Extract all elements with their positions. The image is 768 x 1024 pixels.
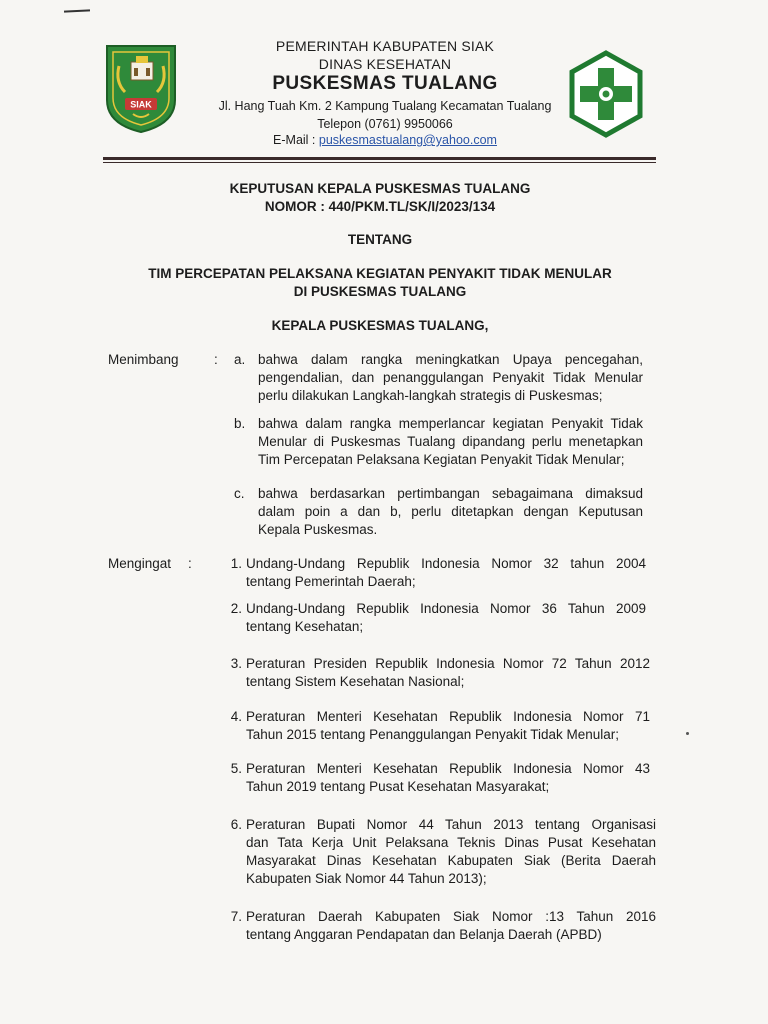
siak-emblem-logo bbox=[103, 42, 179, 134]
item-marker: c. bbox=[234, 486, 245, 501]
mengingat-item-7 bbox=[246, 908, 656, 944]
item-number: 3. bbox=[230, 656, 242, 671]
menimbang-item-a bbox=[258, 351, 643, 405]
siak-emblem-text: SIAK bbox=[130, 99, 152, 110]
text-line: dan Tata Kerja Unit Pelaksana Teknis Dinas Pusat Kesehatan bbox=[246, 835, 656, 850]
text-line: bahwa berdasarkan pertimbangan sebagaimana dimaksud bbox=[258, 486, 643, 501]
text-line: Tahun 2019 tentang Pusat Kesehatan Masyarakat; bbox=[246, 779, 550, 794]
letterhead-rule-thin bbox=[103, 162, 656, 163]
decree-number: NOMOR : 440/PKM.TL/SK/I/2023/134 bbox=[264, 199, 496, 214]
text-line: Peraturan Menteri Kesehatan Republik Indonesia Nomor 71 bbox=[246, 709, 650, 724]
text-line: tentang Kesehatan; bbox=[246, 619, 364, 634]
text-line: Peraturan Daerah Kabupaten Siak Nomor :13 Tahun 2016 bbox=[246, 909, 656, 924]
item-number: 5. bbox=[230, 761, 242, 776]
text-line: Peraturan Presiden Republik Indonesia Nomor 72 Tahun 2012 bbox=[246, 656, 650, 671]
text-line: dalam poin a dan b, perlu ditetapkan dengan Keputusan bbox=[258, 504, 643, 519]
mengingat-item-6 bbox=[246, 816, 656, 888]
letterhead-address: Jl. Hang Tuah Km. 2 Kampung Tualang Kecamatan Tualang bbox=[218, 99, 552, 113]
pen-mark bbox=[64, 9, 90, 12]
letterhead-email-line bbox=[180, 133, 590, 147]
email-link[interactable]: puskesmastualang@yahoo.com bbox=[318, 133, 497, 147]
text-line: Peraturan Menteri Kesehatan Republik Indonesia Nomor 43 bbox=[246, 761, 650, 776]
text-line: Kabupaten Siak Nomor 44 Tahun 2013); bbox=[246, 871, 487, 886]
letterhead-phone: Telepon (0761) 9950066 bbox=[317, 117, 453, 131]
about-heading: TENTANG bbox=[347, 232, 413, 247]
text-line: tentang Pemerintah Daerah; bbox=[246, 574, 416, 589]
menimbang-item-c bbox=[258, 485, 643, 539]
item-number: 4. bbox=[230, 709, 242, 724]
menimbang-item-b bbox=[258, 415, 643, 469]
text-line: tentang Sistem Kesehatan Nasional; bbox=[246, 674, 465, 689]
letterhead-rule-thick bbox=[103, 157, 656, 160]
mengingat-item-3 bbox=[246, 655, 650, 691]
mengingat-label: Mengingat bbox=[108, 556, 172, 571]
text-line: Menular di Puskesmas Tualang dipandang perlu menetapkan bbox=[258, 434, 643, 449]
item-marker: b. bbox=[234, 416, 246, 431]
item-number: 2. bbox=[230, 601, 242, 616]
mengingat-colon: : bbox=[188, 556, 192, 571]
item-marker: a. bbox=[234, 352, 246, 367]
menimbang-label: Menimbang bbox=[108, 352, 179, 367]
mengingat-item-4 bbox=[246, 708, 650, 744]
text-line: Kepala Puskesmas. bbox=[258, 522, 378, 537]
menimbang-colon: : bbox=[214, 352, 218, 367]
stray-dot bbox=[686, 732, 689, 735]
letterhead-government: PEMERINTAH KABUPATEN SIAK bbox=[275, 38, 495, 54]
subject-line-2: DI PUSKESMAS TUALANG bbox=[293, 284, 467, 299]
text-line: Tahun 2015 tentang Penanggulangan Penyakit Tidak Menular; bbox=[246, 727, 620, 742]
text-line: Tim Percepatan Pelaksana Kegiatan Penyakit Tidak Menular; bbox=[258, 452, 625, 467]
item-number: 7. bbox=[230, 909, 242, 924]
mengingat-item-2 bbox=[246, 600, 646, 636]
text-line: pengendalian, dan penanggulangan Penyakit Tidak Menular bbox=[258, 370, 643, 385]
text-line: tentang Anggaran Pendapatan dan Belanja Daerah (APBD) bbox=[246, 927, 602, 942]
subject-line-1: TIM PERCEPATAN PELAKSANA KEGIATAN PENYAKIT TIDAK MENULAR bbox=[148, 266, 612, 281]
text-line: Undang-Undang Republik Indonesia Nomor 36 Tahun 2009 bbox=[246, 601, 646, 616]
issuer-heading: KEPALA PUSKESMAS TUALANG, bbox=[271, 318, 489, 333]
decree-title: KEPUTUSAN KEPALA PUSKESMAS TUALANG bbox=[229, 181, 531, 196]
text-line: perlu dilakukan Langkah-langkah strategis di Puskesmas; bbox=[258, 388, 603, 403]
item-number: 6. bbox=[230, 817, 242, 832]
letterhead-title: PUSKESMAS TUALANG bbox=[272, 73, 498, 94]
mengingat-item-5 bbox=[246, 760, 650, 796]
item-number: 1. bbox=[230, 556, 242, 571]
text-line: Undang-Undang Republik Indonesia Nomor 32 tahun 2004 bbox=[246, 556, 646, 571]
text-line: Peraturan Bupati Nomor 44 Tahun 2013 tentang Organisasi bbox=[246, 817, 656, 832]
text-line: bahwa dalam rangka memperlancar kegiatan Penyakit Tidak bbox=[258, 416, 643, 431]
letterhead-department: DINAS KESEHATAN bbox=[318, 56, 452, 72]
text-line: bahwa dalam rangka meningkatkan Upaya pencegahan, bbox=[258, 352, 643, 367]
mengingat-item-1 bbox=[246, 555, 646, 591]
email-label: E-Mail : bbox=[273, 133, 319, 147]
text-line: Masyarakat Dinas Kesehatan Kabupaten Siak (Berita Daerah bbox=[246, 853, 656, 868]
